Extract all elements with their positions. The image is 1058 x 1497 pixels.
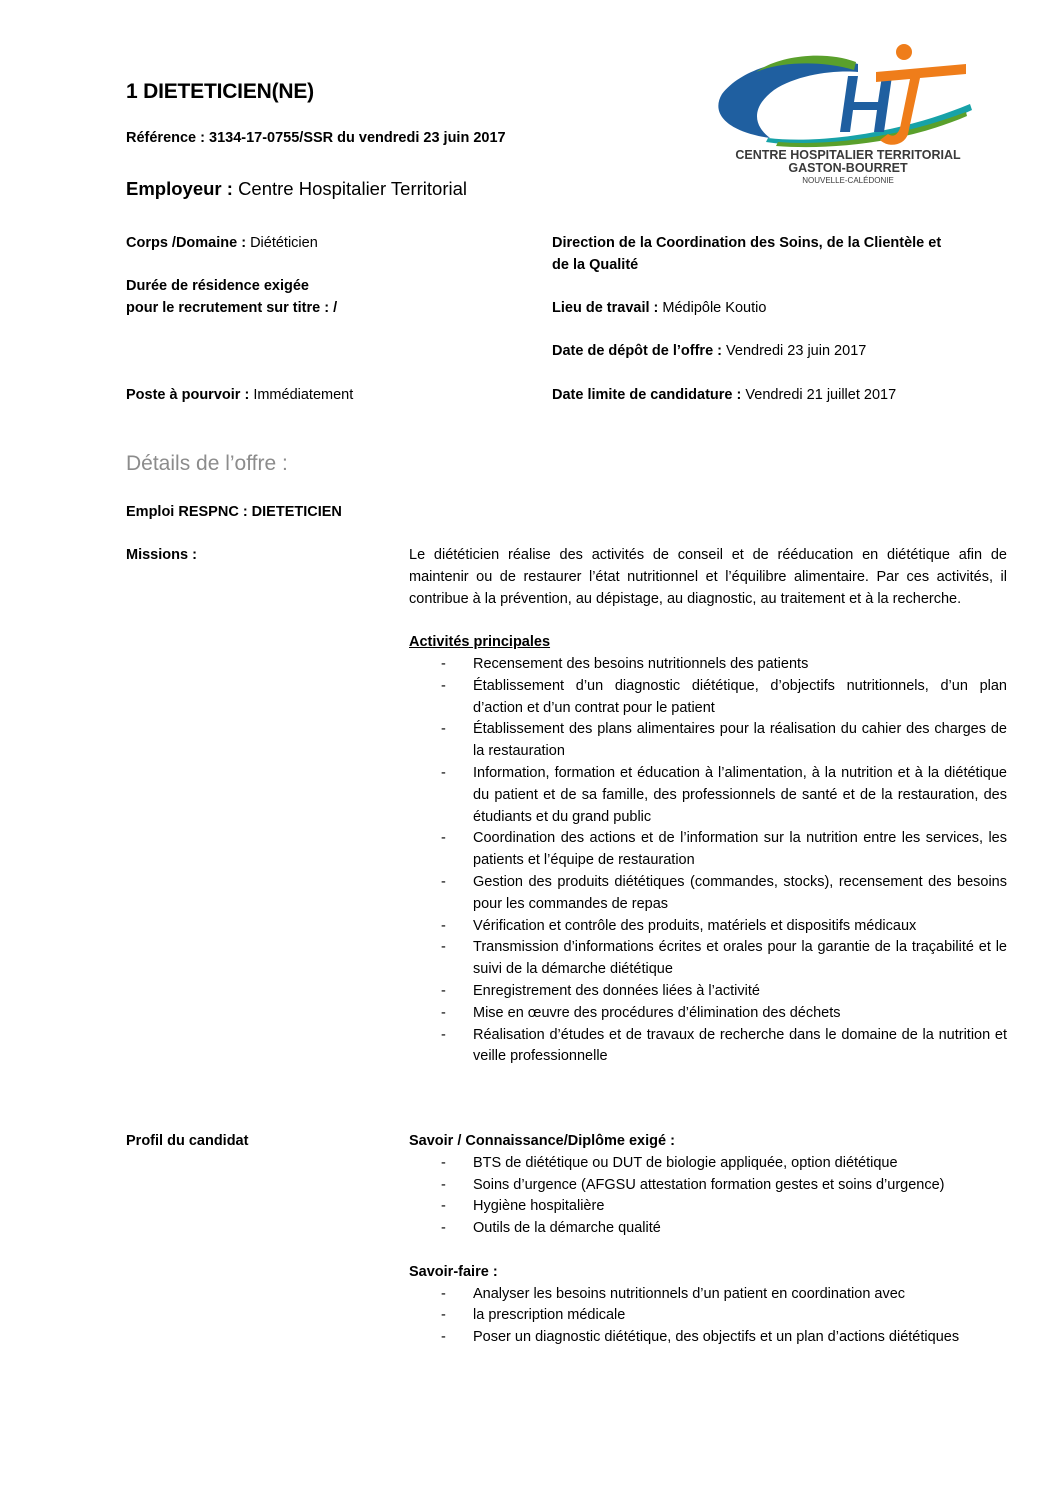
poste-value: Immédiatement (253, 387, 354, 403)
profil-section (409, 1131, 1007, 1349)
employer-label: Employeur : (126, 178, 233, 199)
list-item: - Information, formation et éducation à l’alimentation, à la nutrition et à la diététique du patient et de sa famille, des professionnels de santé et de la restauration, des étudiants et du grand public (409, 763, 1007, 828)
list-item: - Outils de la démarche qualité (409, 1218, 1007, 1240)
page-title: 1 DIETETICIEN(NE) (126, 80, 314, 103)
limite-label: Date limite de candidature : (552, 387, 742, 403)
employer-line (126, 178, 467, 200)
depot-value: Vendredi 23 juin 2017 (726, 343, 867, 359)
list-item: - Gestion des produits diététiques (commandes, stocks), recensement des besoins pour les commandes de repas (409, 872, 1007, 916)
date-limite (552, 385, 896, 407)
corps-label: Corps /Domaine : (126, 235, 247, 251)
duree-line-1: Durée de résidence exigée (126, 278, 309, 294)
list-item: - la prescription médicale (409, 1305, 1007, 1327)
list-item: - Soins d’urgence (AFGSU attestation formation gestes et soins d’urgence) (409, 1175, 1007, 1197)
logo-line-2: GASTON-BOURRET (788, 161, 908, 175)
list-item: - Réalisation d’études et de travaux de recherche dans le domaine de la nutrition et veille professionnelle (409, 1025, 1007, 1069)
missions-text: Le diététicien réalise des activités de conseil et de rééducation en diététique afin de maintenir ou de restaurer l’état nutritionnel et l’équilibre alimentaire. Par ces activités, il contribue à la prévention, au dépistage, au diagnostic, au traitement et à la recherche. (409, 547, 1007, 607)
logo-line-1: CENTRE HOSPITALIER TERRITORIAL (735, 148, 961, 162)
duree-line-2: pour le recrutement sur titre : / (126, 299, 338, 316)
profil-label: Profil du candidat (126, 1133, 249, 1149)
reference-line: Référence : 3134-17-0755/SSR du vendredi 23 juin 2017 (126, 130, 506, 146)
list-item: - Coordination des actions et de l’information sur la nutrition entre les services, les patients et l’équipe de restauration (409, 828, 1007, 872)
activities-list (409, 654, 1007, 1068)
direction-line-2: de la Qualité (552, 256, 639, 273)
poste-label: Poste à pourvoir : (126, 387, 250, 403)
emploi-respnc: Emploi RESPNC : DIETETICIEN (126, 504, 342, 520)
savoir-faire-title: Savoir-faire : (409, 1263, 498, 1280)
employer-value: Centre Hospitalier Territorial (238, 178, 467, 199)
list-item: - Établissement des plans alimentaires pour la réalisation du cahier des charges de la restauration (409, 719, 1007, 763)
activities-title: Activités principales (409, 634, 551, 651)
direction (552, 233, 941, 277)
duree-residence (126, 276, 337, 320)
list-item: - BTS de diététique ou DUT de biologie appliquée, option diététique (409, 1153, 1007, 1175)
lieu-label: Lieu de travail : (552, 300, 659, 316)
depot-label: Date de dépôt de l’offre : (552, 343, 722, 359)
list-item: - Établissement d’un diagnostic diététique, d’objectifs nutritionnels, d’un plan d’action et d’un contrat pour le patient (409, 676, 1007, 720)
cht-logo (708, 42, 988, 192)
corps-value: Diététicien (250, 235, 318, 251)
savoir-faire-list (409, 1284, 1007, 1349)
missions-label: Missions : (126, 547, 197, 563)
list-item: - Recensement des besoins nutritionnels des patients (409, 654, 1007, 676)
limite-value: Vendredi 21 juillet 2017 (745, 387, 897, 403)
corps-domaine (126, 233, 318, 255)
details-heading: Détails de l’offre : (126, 452, 288, 475)
lieu-de-travail (552, 298, 766, 320)
list-item: - Mise en œuvre des procédures d’élimination des déchets (409, 1003, 1007, 1025)
list-item: - Transmission d’informations écrites et orales pour la garantie de la traçabilité et le suivi de la démarche diététique (409, 937, 1007, 981)
missions-section (409, 545, 1007, 1068)
logo-line-3: NOUVELLE-CALÉDONIE (802, 176, 894, 185)
poste-a-pourvoir (126, 385, 353, 407)
savoir-title: Savoir / Connaissance/Diplôme exigé : (409, 1133, 675, 1149)
direction-line-1: Direction de la Coordination des Soins, de la Clientèle et (552, 235, 942, 251)
savoir-list (409, 1153, 1007, 1240)
list-item: - Poser un diagnostic diététique, des objectifs et un plan d’actions diététiques (409, 1327, 1007, 1349)
list-item: - Hygiène hospitalière (409, 1196, 1007, 1218)
list-item: - Vérification et contrôle des produits, matériels et dispositifs médicaux (409, 916, 1007, 938)
list-item: - Analyser les besoins nutritionnels d’un patient en coordination avec (409, 1284, 1007, 1306)
date-depot (552, 341, 866, 363)
lieu-value: Médipôle Koutio (662, 300, 767, 316)
list-item: - Enregistrement des données liées à l’activité (409, 981, 1007, 1003)
